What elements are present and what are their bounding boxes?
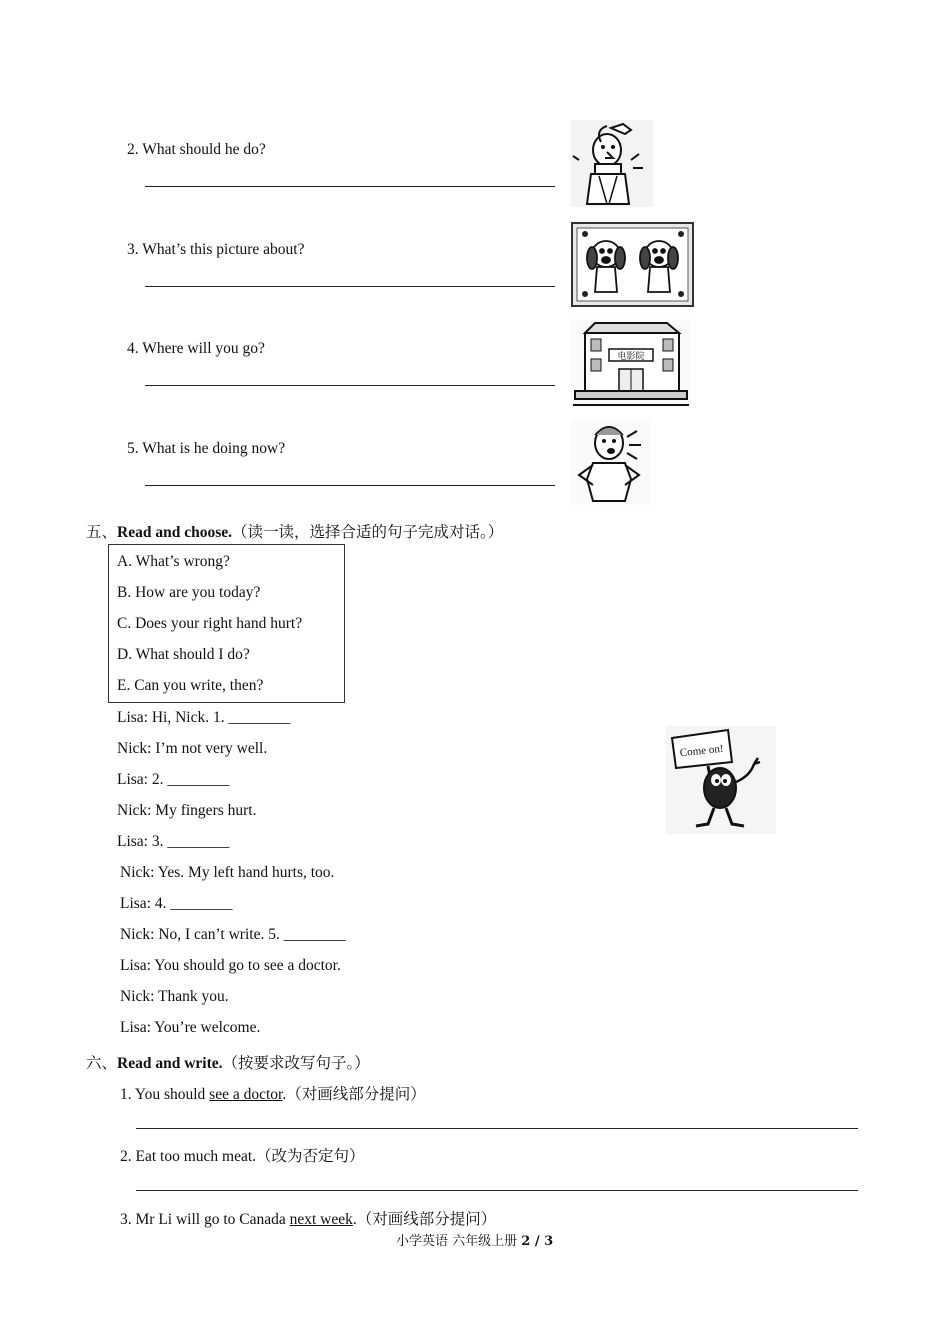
answer-line bbox=[145, 385, 555, 386]
coughing-man-picture bbox=[571, 419, 651, 505]
dialogue-line: Lisa: 2. ________ bbox=[117, 771, 230, 788]
underlined-phrase: see a doctor bbox=[209, 1086, 283, 1103]
page-footer bbox=[396, 1230, 553, 1249]
cinema-sign-text: 电影院 bbox=[617, 352, 645, 362]
rewrite-question-3: 3. Mr Li will go to Canada next week.（对画线部分提问） bbox=[120, 1211, 497, 1228]
section-6-heading bbox=[86, 1051, 370, 1073]
answer-line bbox=[136, 1190, 858, 1191]
sick-man-picture bbox=[571, 120, 653, 207]
come-on-cartoon-picture bbox=[666, 726, 776, 834]
cinema-building-picture bbox=[571, 319, 691, 407]
answer-line bbox=[145, 485, 555, 486]
dialogue-line: Lisa: 4. ________ bbox=[120, 895, 233, 912]
dog-poster-picture bbox=[571, 222, 694, 307]
rewrite-question-1: 1. You should see a doctor.（对画线部分提问） bbox=[120, 1086, 426, 1103]
question-2: 2. What should he do? bbox=[127, 141, 266, 158]
question-5: 5. What is he doing now? bbox=[127, 440, 286, 457]
dialogue-line: Lisa: You should go to see a doctor. bbox=[120, 957, 341, 974]
answer-line bbox=[145, 186, 555, 187]
section-title: Read and write. bbox=[117, 1055, 223, 1072]
answer-line bbox=[145, 286, 555, 287]
option-d: D. What should I do? bbox=[117, 646, 250, 663]
dialogue-line: Nick: No, I can’t write. 5. ________ bbox=[120, 926, 346, 943]
question-3: 3. What’s this picture about? bbox=[127, 241, 305, 258]
page-number: 2 / 3 bbox=[521, 1234, 554, 1249]
section-number: 六、 bbox=[86, 1055, 118, 1072]
dialogue-line: Lisa: 3. ________ bbox=[117, 833, 230, 850]
dialogue-line: Lisa: Hi, Nick. 1. ________ bbox=[117, 709, 291, 726]
option-e: E. Can you write, then? bbox=[117, 677, 264, 694]
section-instruction: （按要求改写句子。） bbox=[222, 1055, 370, 1072]
section-title: Read and choose. bbox=[117, 524, 232, 541]
section-5-heading bbox=[86, 520, 503, 542]
underlined-phrase: next week bbox=[289, 1211, 353, 1228]
footer-text: 小学英语 六年级上册 bbox=[396, 1234, 522, 1249]
dialogue-line: Nick: My fingers hurt. bbox=[117, 802, 257, 819]
dialogue-line: Lisa: You’re welcome. bbox=[120, 1019, 261, 1036]
question-4: 4. Where will you go? bbox=[127, 340, 265, 357]
option-b: B. How are you today? bbox=[117, 584, 261, 601]
dialogue-line: Nick: Yes. My left hand hurts, too. bbox=[120, 864, 335, 881]
rewrite-question-2: 2. Eat too much meat.（改为否定句） bbox=[120, 1148, 365, 1165]
option-a: A. What’s wrong? bbox=[117, 553, 230, 570]
sign-text: Come on! bbox=[679, 742, 725, 760]
dialogue-line: Nick: Thank you. bbox=[120, 988, 229, 1005]
section-instruction: （读一读，选择合适的句子完成对话。） bbox=[232, 524, 504, 541]
answer-line bbox=[136, 1128, 858, 1129]
section-number: 五、 bbox=[86, 524, 118, 541]
dialogue-line: Nick: I’m not very well. bbox=[117, 740, 268, 757]
option-c: C. Does your right hand hurt? bbox=[117, 615, 303, 632]
